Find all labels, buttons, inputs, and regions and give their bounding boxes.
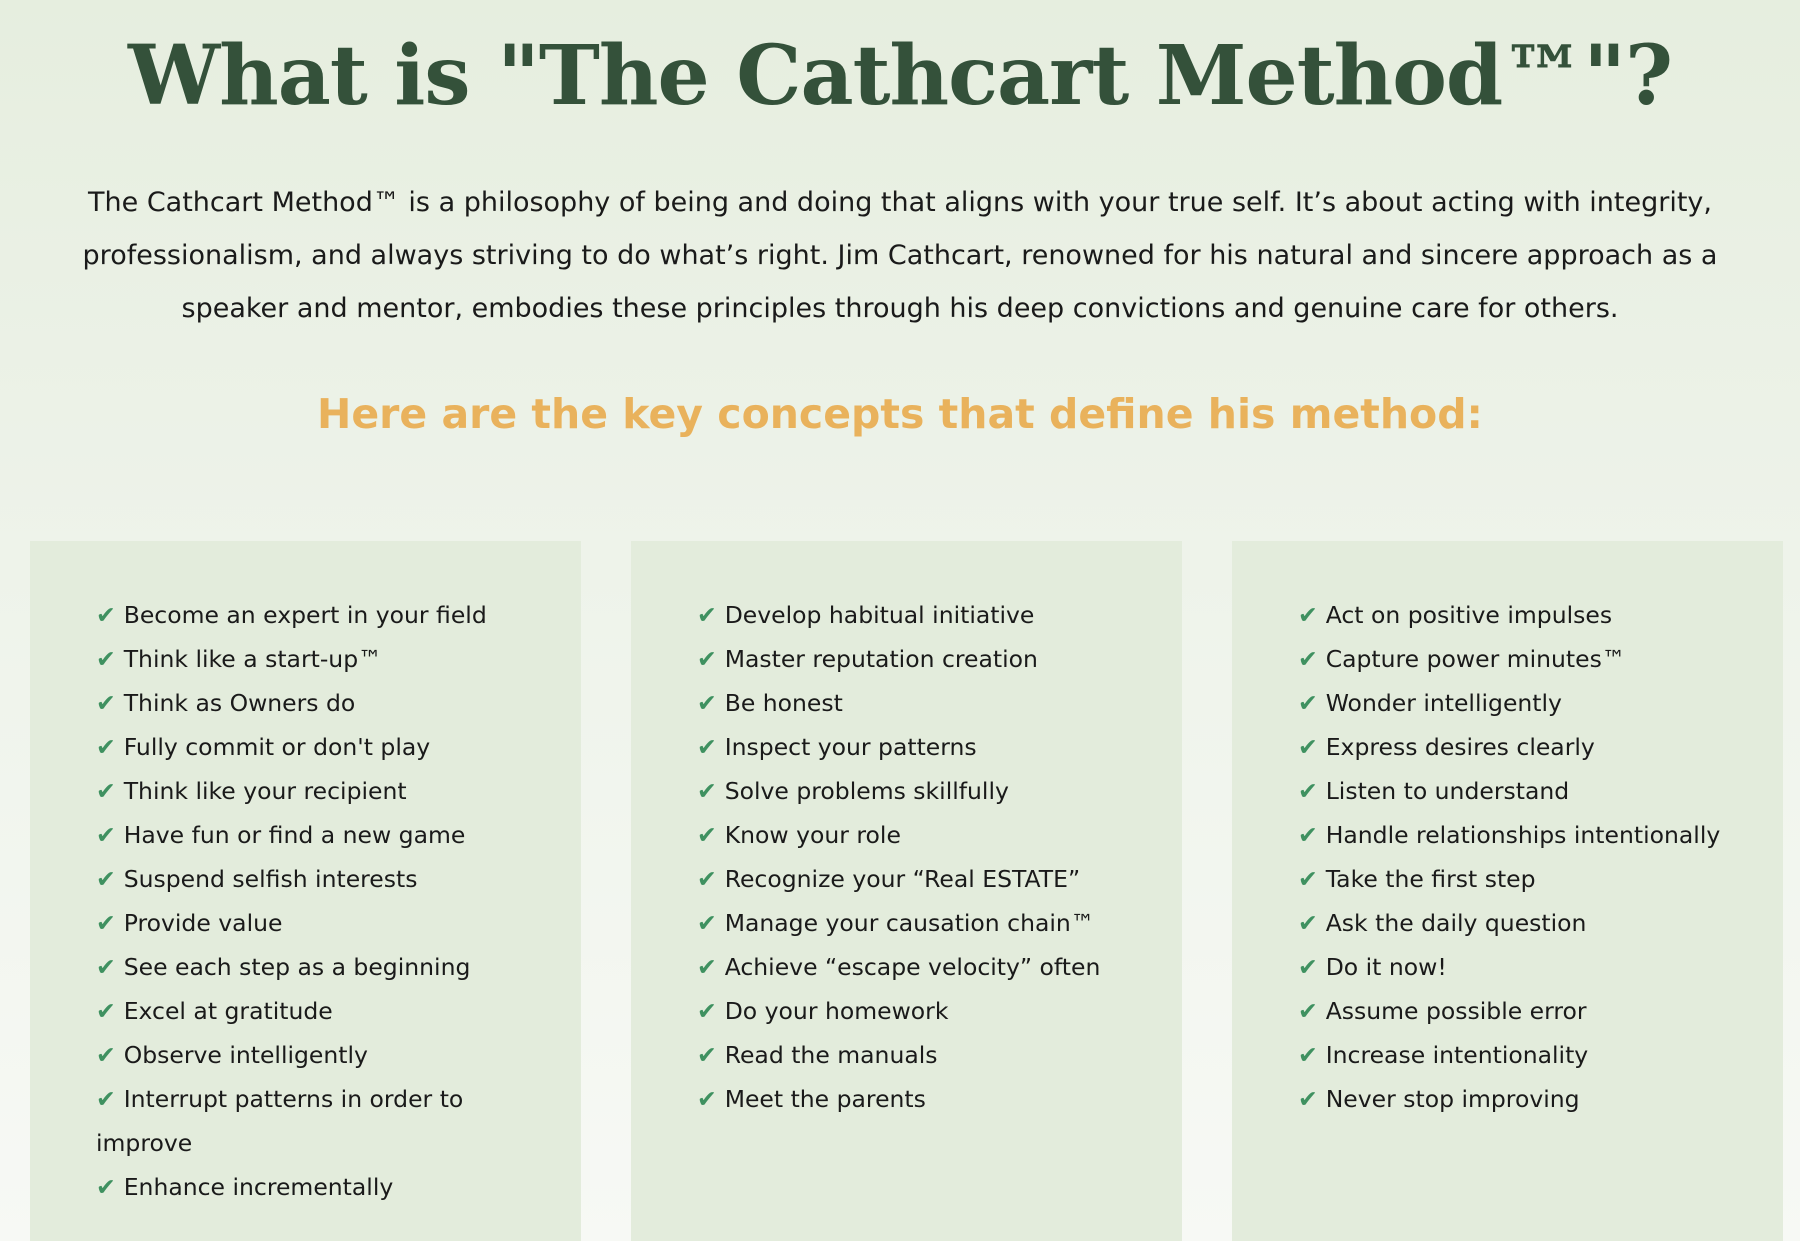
- list-item-label: Assume possible error: [1325, 997, 1587, 1025]
- list-item-label: Become an expert in your field: [123, 601, 487, 629]
- list-item: [96, 989, 536, 1033]
- checkmark-icon: ✔: [96, 997, 116, 1025]
- list-item-label: Suspend selfish interests: [123, 865, 418, 893]
- list-item-label: Meet the parents: [724, 1085, 926, 1113]
- checkmark-icon: ✔: [1298, 1041, 1318, 1069]
- list-item-label: Read the manuals: [724, 1041, 938, 1069]
- list-item: [96, 637, 536, 681]
- list-item-label: Excel at gratitude: [123, 997, 333, 1025]
- list-item-label: Capture power minutes™: [1325, 645, 1626, 673]
- list-item-label: Think like a start-up™: [123, 645, 382, 673]
- list-item: [96, 901, 536, 945]
- list-item: [1298, 1077, 1738, 1121]
- checkmark-icon: ✔: [96, 1041, 116, 1069]
- list-item: [697, 681, 1137, 725]
- list-item: [1298, 725, 1738, 769]
- list-item: [1298, 681, 1738, 725]
- list-item: [697, 989, 1137, 1033]
- checkmark-icon: ✔: [1298, 953, 1318, 981]
- checkmark-icon: ✔: [1298, 821, 1318, 849]
- list-item: [96, 1165, 536, 1209]
- checkmark-icon: ✔: [697, 601, 717, 629]
- page-title: What is "The Cathcart Method™"?: [127, 28, 1673, 124]
- checkmark-icon: ✔: [96, 865, 116, 893]
- list-item-label: Master reputation creation: [724, 645, 1038, 673]
- checkmark-icon: ✔: [96, 601, 116, 629]
- checkmark-icon: ✔: [96, 909, 116, 937]
- checkmark-icon: ✔: [697, 821, 717, 849]
- list-item: [697, 901, 1137, 945]
- checkmark-icon: ✔: [697, 997, 717, 1025]
- list-item: [96, 681, 536, 725]
- list-item-label: Express desires clearly: [1325, 733, 1595, 761]
- list-item-label: Interrupt patterns in order to improve: [96, 1085, 464, 1157]
- list-item-label: Handle relationships intentionally: [1325, 821, 1721, 849]
- list-item-label: Recognize your “Real ESTATE”: [724, 865, 1081, 893]
- list-item: [1298, 637, 1738, 681]
- checkmark-icon: ✔: [697, 909, 717, 937]
- checkmark-icon: ✔: [1298, 777, 1318, 805]
- checkmark-icon: ✔: [697, 645, 717, 673]
- list-item: [96, 1077, 536, 1165]
- list-item-label: Do your homework: [724, 997, 949, 1025]
- checkmark-icon: ✔: [96, 733, 116, 761]
- list-item-label: Know your role: [724, 821, 901, 849]
- intro-paragraph: [60, 176, 1740, 335]
- list-item-label: Achieve “escape velocity” often: [724, 953, 1101, 981]
- list-item-label: Take the first step: [1325, 865, 1536, 893]
- concept-list: [96, 593, 536, 1209]
- list-item: [697, 857, 1137, 901]
- checkmark-icon: ✔: [1298, 865, 1318, 893]
- checkmark-icon: ✔: [96, 1173, 116, 1201]
- list-item-label: Manage your causation chain™: [724, 909, 1095, 937]
- list-item: [1298, 1033, 1738, 1077]
- concept-list: [1298, 593, 1738, 1121]
- checkmark-icon: ✔: [96, 821, 116, 849]
- list-item: [697, 813, 1137, 857]
- list-item: [1298, 901, 1738, 945]
- list-item-label: Have fun or find a new game: [123, 821, 466, 849]
- checkmark-icon: ✔: [1298, 909, 1318, 937]
- intro-line: The Cathcart Method™ is a philosophy of being and doing that aligns with your true self. It’s about acting with integrity,: [88, 187, 1712, 218]
- list-item: [1298, 769, 1738, 813]
- checkmark-icon: ✔: [1298, 689, 1318, 717]
- list-item-label: Provide value: [123, 909, 283, 937]
- list-item-label: Think as Owners do: [123, 689, 356, 717]
- list-item-label: Inspect your patterns: [724, 733, 977, 761]
- checkmark-icon: ✔: [697, 733, 717, 761]
- list-item: [96, 769, 536, 813]
- list-item: [697, 1077, 1137, 1121]
- list-item: [1298, 945, 1738, 989]
- intro-line: speaker and mentor, embodies these principles through his deep convictions and genuine care for others.: [181, 293, 1619, 324]
- checkmark-icon: ✔: [697, 953, 717, 981]
- list-item: [1298, 813, 1738, 857]
- checkmark-icon: ✔: [1298, 601, 1318, 629]
- checkmark-icon: ✔: [1298, 733, 1318, 761]
- checkmark-icon: ✔: [1298, 1085, 1318, 1113]
- list-item: [96, 813, 536, 857]
- list-item-label: Wonder intelligently: [1325, 689, 1562, 717]
- checkmark-icon: ✔: [96, 689, 116, 717]
- intro-line: professionalism, and always striving to do what’s right. Jim Cathcart, renowned for his natural and sincere approach as a: [82, 240, 1718, 271]
- checkmark-icon: ✔: [1298, 645, 1318, 673]
- checkmark-icon: ✔: [96, 953, 116, 981]
- list-item: [697, 945, 1137, 989]
- list-item: [96, 1033, 536, 1077]
- list-item: [697, 725, 1137, 769]
- list-item-label: Listen to understand: [1325, 777, 1570, 805]
- list-item-label: Fully commit or don't play: [123, 733, 431, 761]
- list-item-label: Be honest: [724, 689, 843, 717]
- concepts-column-2: [631, 541, 1182, 1241]
- list-item-label: Ask the daily question: [1325, 909, 1587, 937]
- concepts-column-3: [1232, 541, 1783, 1241]
- list-item-label: Develop habitual initiative: [724, 601, 1035, 629]
- list-item: [96, 857, 536, 901]
- checkmark-icon: ✔: [96, 1085, 116, 1113]
- list-item: [697, 637, 1137, 681]
- checkmark-icon: ✔: [96, 645, 116, 673]
- list-item-label: Never stop improving: [1325, 1085, 1580, 1113]
- checkmark-icon: ✔: [697, 865, 717, 893]
- checkmark-icon: ✔: [697, 1085, 717, 1113]
- list-item: [697, 593, 1137, 637]
- list-item-label: Solve problems skillfully: [724, 777, 1009, 805]
- list-item: [96, 945, 536, 989]
- list-item: [697, 1033, 1137, 1077]
- list-item-label: Do it now!: [1325, 953, 1447, 981]
- list-item: [697, 769, 1137, 813]
- list-item-label: Increase intentionality: [1325, 1041, 1589, 1069]
- checkmark-icon: ✔: [1298, 997, 1318, 1025]
- list-item: [96, 593, 536, 637]
- list-item: [1298, 989, 1738, 1033]
- key-concepts-heading: Here are the key concepts that define his method:: [317, 390, 1483, 438]
- concepts-column-1: [30, 541, 581, 1241]
- list-item: [96, 725, 536, 769]
- list-item-label: Think like your recipient: [123, 777, 407, 805]
- list-item: [1298, 857, 1738, 901]
- checkmark-icon: ✔: [697, 777, 717, 805]
- checkmark-icon: ✔: [697, 1041, 717, 1069]
- checkmark-icon: ✔: [697, 689, 717, 717]
- list-item-label: Enhance incrementally: [123, 1173, 394, 1201]
- list-item-label: Act on positive impulses: [1325, 601, 1613, 629]
- checkmark-icon: ✔: [96, 777, 116, 805]
- list-item-label: See each step as a beginning: [123, 953, 471, 981]
- list-item-label: Observe intelligently: [123, 1041, 368, 1069]
- concept-list: [697, 593, 1137, 1121]
- list-item: [1298, 593, 1738, 637]
